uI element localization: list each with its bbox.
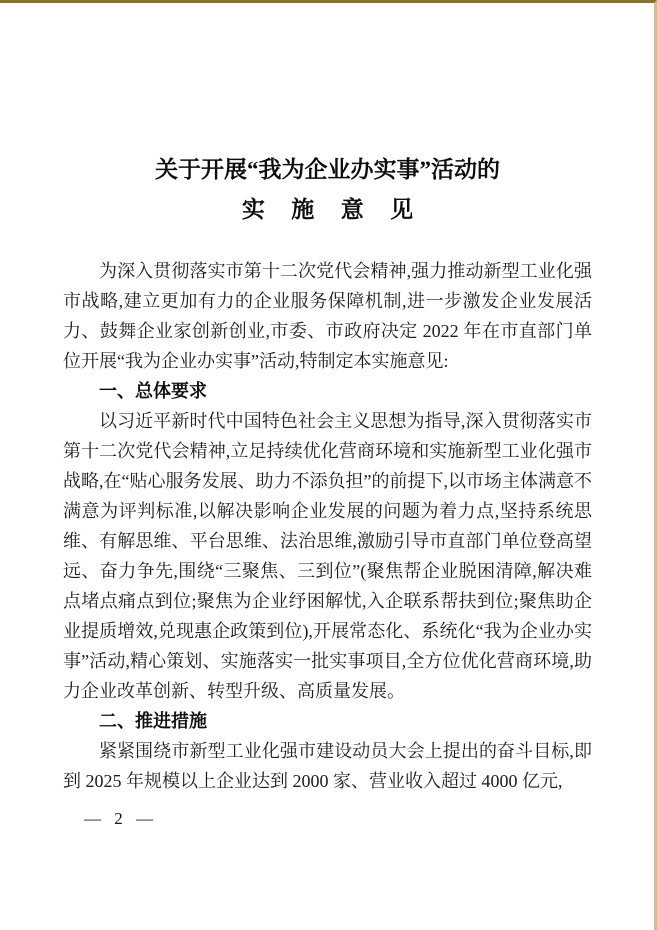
document-title	[63, 150, 592, 230]
intro-paragraph: 为深入贯彻落实市第十二次党代会精神,强力推动新型工业化强市战略,建立更加有力的企业服务保障机制,进一步激发企业发展活力、鼓舞企业家创新创业,市委、市政府决定 2022 年在市直部门单位开展“我为企业办实事”活动,特制定本实施意见:	[63, 261, 592, 371]
document-title-line1: 关于开展“我为企业办实事”活动的	[155, 157, 500, 182]
document-content	[63, 3, 592, 829]
section-2-heading: 二、推进措施	[99, 711, 207, 731]
section-1-heading: 一、总体要求	[99, 381, 207, 401]
section-1-paragraph: 以习近平新时代中国特色社会主义思想为指导,深入贯彻落实市第十二次党代会精神,立足持续优化营商环境和实施新型工业化强市战略,在“贴心服务发展、助力不添负担”的前提下,以市场主体满意不满意为评判标准,以解决影响企业发展的问题为着力点,坚持系统思维、有解思维、平台思维、法治思维,激励引导市直部门单位登高望远、奋力争先,围绕“三聚焦、三到位”(聚焦帮企业脱困清障,解决难点堵点痛点到位;聚焦为企业纾困解忧,入企联系帮扶到位;聚焦助企业提质增效,兑现惠企政策到位),开展常态化、系统化“我为企业办实事”活动,精心策划、实施落实一批实事项目,全方位优化营商环境,助力企业改革创新、转型升级、高质量发展。	[63, 411, 592, 701]
page-number: — 2 —	[84, 809, 153, 828]
document-title-line2: 实 施 意 见	[241, 197, 424, 222]
section-2-paragraph: 紧紧围绕市新型工业化强市建设动员大会上提出的奋斗目标,即到 2025 年规模以上企业达到 2000 家、营业收入超过 4000 亿元,	[63, 741, 592, 791]
